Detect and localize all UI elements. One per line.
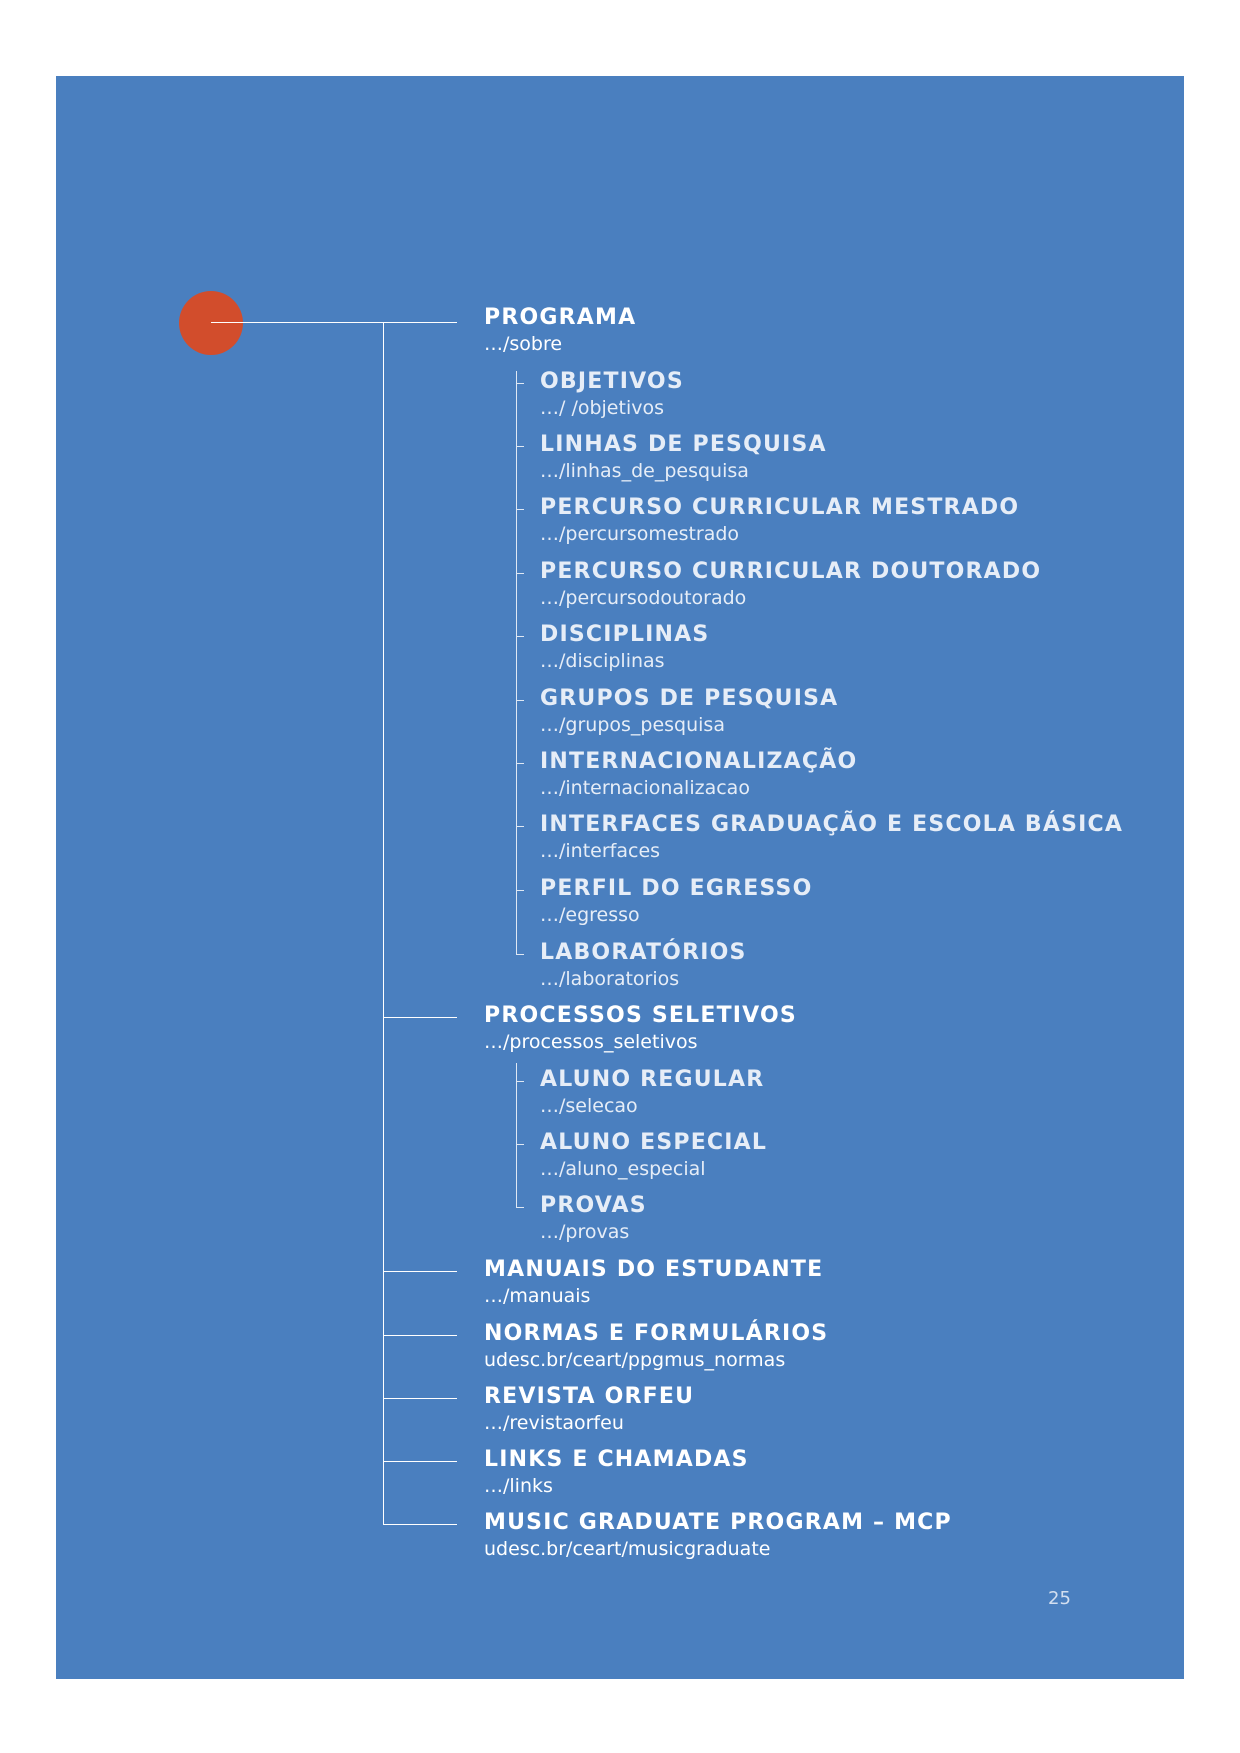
- node-percurso-doutorado-title: PERCURSO CURRICULAR DOUTORADO: [540, 559, 1042, 584]
- tick-internacionalizacao: [516, 763, 524, 764]
- node-interfaces-url[interactable]: …/interfaces: [540, 840, 661, 862]
- node-processos-title: PROCESSOS SELETIVOS: [484, 1003, 797, 1028]
- node-normas-title: NORMAS E FORMULÁRIOS: [484, 1321, 829, 1346]
- node-aluno-regular[interactable]: [540, 1066, 764, 1118]
- page-number: 25: [1048, 1588, 1071, 1609]
- tick-egresso: [516, 890, 524, 891]
- branch-manuais-line: [383, 1271, 457, 1272]
- node-programa-url[interactable]: …/sobre: [484, 333, 563, 355]
- node-normas[interactable]: [484, 1320, 828, 1372]
- node-manuais-title: MANUAIS DO ESTUDANTE: [484, 1257, 824, 1282]
- tick-laboratorios: [516, 954, 524, 955]
- branch-revista-line: [383, 1398, 457, 1399]
- root-node-dot: [179, 291, 243, 355]
- node-internacionalizacao[interactable]: [540, 748, 857, 800]
- node-grupos-de-pesquisa[interactable]: [540, 685, 838, 737]
- node-grupos-url[interactable]: …/grupos_pesquisa: [540, 714, 725, 736]
- node-aluno-especial-url[interactable]: …/aluno_especial: [540, 1158, 706, 1180]
- tick-grupos: [516, 700, 524, 701]
- node-objetivos-title: OBJETIVOS: [540, 369, 684, 394]
- node-music-title: MUSIC GRADUATE PROGRAM – MCP: [484, 1510, 952, 1535]
- root-connector-line: [211, 322, 457, 323]
- tick-aluno-especial: [516, 1144, 524, 1145]
- node-provas[interactable]: [540, 1192, 647, 1244]
- branch-processos-line: [383, 1017, 457, 1018]
- programa-subtree-line: [516, 371, 517, 955]
- branch-normas-line: [383, 1335, 457, 1336]
- node-disciplinas[interactable]: [540, 621, 709, 673]
- node-linhas-url[interactable]: …/linhas_de_pesquisa: [540, 460, 749, 482]
- node-manuais-url[interactable]: …/manuais: [484, 1285, 591, 1307]
- node-internacionalizacao-url[interactable]: …/internacionalizacao: [540, 777, 750, 799]
- node-links[interactable]: [484, 1446, 749, 1498]
- node-linhas-de-pesquisa[interactable]: [540, 431, 827, 483]
- tick-percurso-mestrado: [516, 509, 524, 510]
- tick-linhas: [516, 446, 524, 447]
- node-percurso-doutorado-url[interactable]: …/percursodoutorado: [540, 587, 747, 609]
- trunk-line: [383, 322, 384, 1525]
- node-provas-url[interactable]: …/provas: [540, 1221, 630, 1243]
- node-aluno-regular-title: ALUNO REGULAR: [540, 1067, 765, 1092]
- node-music[interactable]: [484, 1509, 952, 1561]
- node-provas-title: PROVAS: [540, 1193, 647, 1218]
- processos-subtree-line: [516, 1063, 517, 1208]
- node-processos-seletivos[interactable]: [484, 1002, 797, 1054]
- node-aluno-regular-url[interactable]: …/selecao: [540, 1095, 638, 1117]
- node-links-title: LINKS E CHAMADAS: [484, 1447, 749, 1472]
- node-revista[interactable]: [484, 1383, 694, 1435]
- node-percurso-mestrado[interactable]: [540, 494, 1019, 546]
- node-revista-url[interactable]: …/revistaorfeu: [484, 1412, 624, 1434]
- node-objetivos[interactable]: [540, 368, 684, 420]
- node-music-url[interactable]: udesc.br/ceart/musicgraduate: [484, 1538, 771, 1560]
- node-aluno-especial[interactable]: [540, 1129, 767, 1181]
- node-manuais[interactable]: [484, 1256, 823, 1308]
- tick-provas: [516, 1207, 524, 1208]
- node-grupos-title: GRUPOS DE PESQUISA: [540, 686, 839, 711]
- node-processos-url[interactable]: …/processos_seletivos: [484, 1031, 698, 1053]
- node-internacionalizacao-title: INTERNACIONALIZAÇÃO: [540, 749, 858, 774]
- tick-percurso-doutorado: [516, 573, 524, 574]
- tick-disciplinas: [516, 636, 524, 637]
- node-interfaces[interactable]: [540, 811, 1123, 863]
- tick-interfaces: [516, 826, 524, 827]
- branch-music-line: [383, 1524, 457, 1525]
- node-normas-url[interactable]: udesc.br/ceart/ppgmus_normas: [484, 1349, 786, 1371]
- tick-objetivos: [516, 383, 524, 384]
- node-aluno-especial-title: ALUNO ESPECIAL: [540, 1130, 768, 1155]
- node-egresso-url[interactable]: …/egresso: [540, 904, 640, 926]
- node-interfaces-title: INTERFACES GRADUAÇÃO E ESCOLA BÁSICA: [540, 812, 1124, 837]
- node-programa-title: PROGRAMA: [484, 305, 637, 330]
- node-disciplinas-title: DISCIPLINAS: [540, 622, 710, 647]
- node-laboratorios-title: LABORATÓRIOS: [540, 940, 747, 965]
- node-objetivos-url[interactable]: …/ /objetivos: [540, 397, 664, 419]
- node-revista-title: REVISTA ORFEU: [484, 1384, 695, 1409]
- node-percurso-mestrado-url[interactable]: …/percursomestrado: [540, 523, 740, 545]
- node-programa[interactable]: [484, 304, 636, 356]
- node-disciplinas-url[interactable]: …/disciplinas: [540, 650, 665, 672]
- node-linhas-title: LINHAS DE PESQUISA: [540, 432, 827, 457]
- node-laboratorios[interactable]: [540, 939, 747, 991]
- tick-aluno-regular: [516, 1081, 524, 1082]
- branch-links-line: [383, 1461, 457, 1462]
- node-perfil-do-egresso[interactable]: [540, 875, 812, 927]
- node-percurso-mestrado-title: PERCURSO CURRICULAR MESTRADO: [540, 495, 1020, 520]
- node-percurso-doutorado[interactable]: [540, 558, 1041, 610]
- node-links-url[interactable]: …/links: [484, 1475, 553, 1497]
- node-egresso-title: PERFIL DO EGRESSO: [540, 876, 813, 901]
- node-laboratorios-url[interactable]: …/laboratorios: [540, 968, 680, 990]
